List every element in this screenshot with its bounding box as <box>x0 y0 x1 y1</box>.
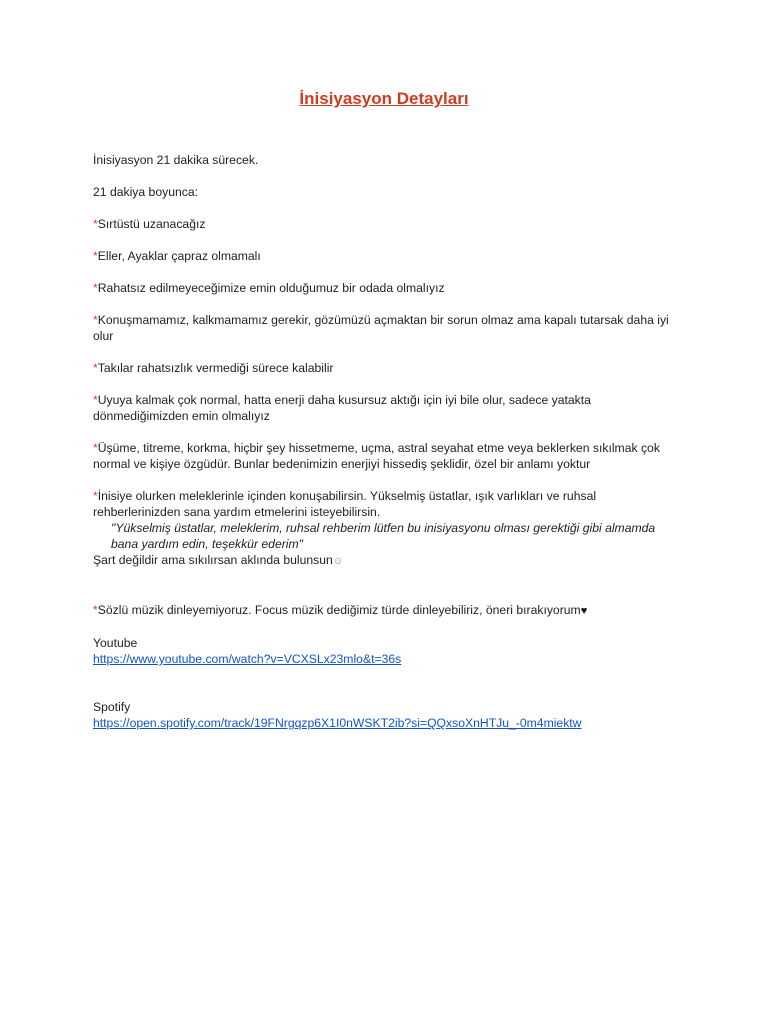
bullet-star: * <box>93 217 98 231</box>
bullet-star: * <box>93 249 98 263</box>
list-item-text: Uyuya kalmak çok normal, hatta enerji daha kusursuz aktığı için iyi bile olur, sadece yatakta dönmediğimizden emin olmalıyız <box>93 393 591 423</box>
prayer-quote: "Yükselmiş üstatlar, meleklerim, ruhsal rehberim lütfen bu inisiyasyonu olması gerektiği gibi almamda bana yardım edin, teşekkür ederim" <box>111 521 656 551</box>
bullet-star: * <box>93 603 98 617</box>
heart-emoji-icon: ♥ <box>580 605 588 617</box>
list-item-text: Rahatsız edilmeyeceğimize emin olduğumuz bir odada olmalıyız <box>97 281 445 295</box>
list-item <box>93 488 683 520</box>
list-item <box>93 360 683 376</box>
list-item <box>93 440 683 472</box>
smile-emoji-icon: ☺ <box>332 556 344 567</box>
list-item-text: Takılar rahatsızlık vermediği sürece kalabilir <box>97 361 334 375</box>
quote-note <box>93 552 683 570</box>
music-text: Sözlü müzik dinleyemiyoruz. Focus müzik dediğimiz türde dinleyebiliriz, öneri bırakıyorum <box>97 603 581 617</box>
during-text: 21 dakiya boyunca: <box>93 185 199 199</box>
spotify-label: Spotify <box>93 700 131 714</box>
list-item <box>93 312 683 344</box>
spotify-link[interactable]: https://open.spotify.com/track/19FNrgqzp6X1I0nWSKT2ib?si=QQxsoXnHTJu_-0m4miektw <box>93 716 582 730</box>
document-body <box>93 152 683 731</box>
bullet-star: * <box>93 489 98 503</box>
bullet-star: * <box>93 441 98 455</box>
bullet-star: * <box>93 313 98 327</box>
bullet-star: * <box>93 393 98 407</box>
page-title: İnisiyasyon Detayları <box>299 89 469 108</box>
list-item <box>93 216 683 232</box>
list-item-text: İnisiye olurken meleklerinle içinden konuşabilirsin. Yükselmiş üstatlar, ışık varlıkları ve ruhsal rehberlerinizden sana yardım etmelerini isteyebilirsin. <box>93 489 597 519</box>
bullet-star: * <box>93 361 98 375</box>
list-item-text: Üşüme, titreme, korkma, hiçbir şey hissetmeme, uçma, astral seyahat etme veya beklerken sıkılmak çok normal ve kişiye özgüdür. Bunlar bedenimizin enerjiyi hissediş şeklidir, özel bir anlamı yoktur <box>93 441 660 471</box>
list-item-text: Sırtüstü uzanacağız <box>97 217 206 231</box>
list-item <box>93 248 683 264</box>
list-item-text: Konuşmamamız, kalkmamamız gerekir, gözümüzü açmaktan bir sorun olmaz ama kapalı tutarsak daha iyi olur <box>93 313 669 343</box>
list-item <box>93 392 683 424</box>
list-item <box>93 280 683 296</box>
youtube-link[interactable]: https://www.youtube.com/watch?v=VCXSLx23mlo&t=36s <box>93 652 402 666</box>
quote-note-text: Şart değildir ama sıkılırsan aklında bulunsun <box>93 553 333 567</box>
youtube-label: Youtube <box>93 636 138 650</box>
bullet-star: * <box>93 281 98 295</box>
list-item-text: Eller, Ayaklar çapraz olmamalı <box>97 249 261 263</box>
intro-text: İnisiyasyon 21 dakika sürecek. <box>93 153 259 167</box>
list-item <box>93 602 683 619</box>
